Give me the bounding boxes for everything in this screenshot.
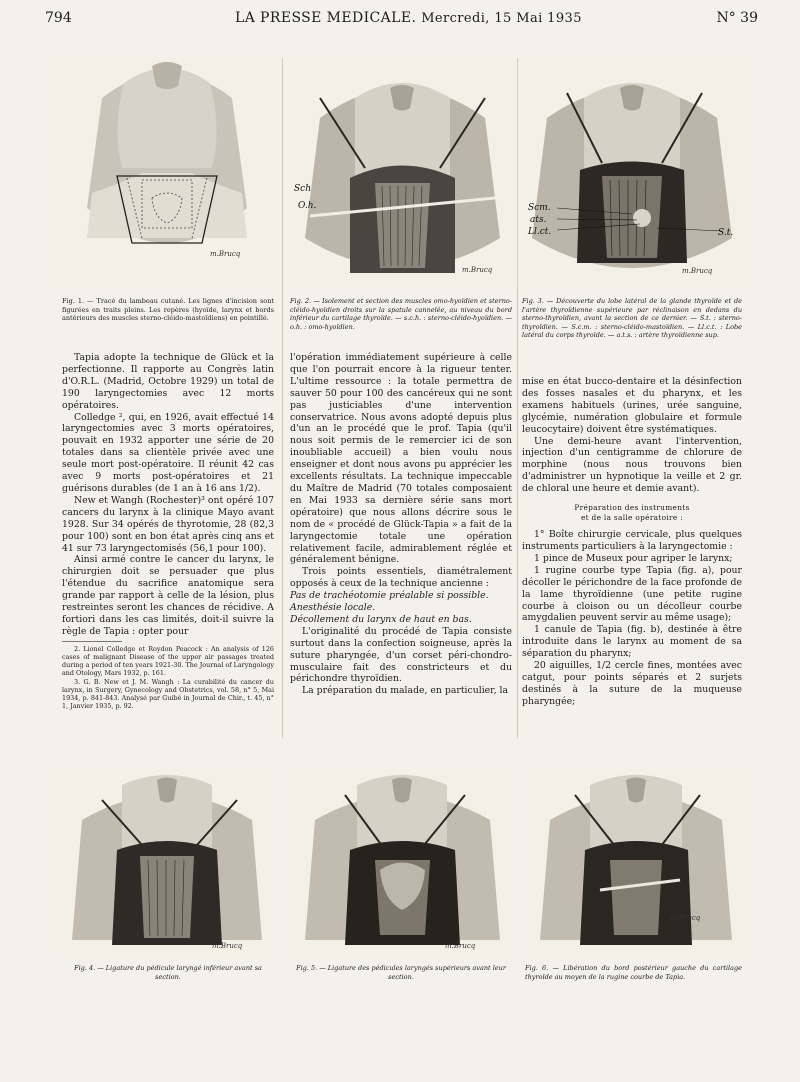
- journal-title: [235, 10, 582, 26]
- footnote-rule: [62, 641, 122, 642]
- instrument-item: 1 canule de Tapia (fig. b), destinée à être introduite dans le larynx au moment de sa séparation du pharynx;: [522, 624, 742, 660]
- column-1-paragraph: New et Wangh (Rochester)³ ont opéré 107 cancers du larynx à la clinique Mayo avant 1928. Sur 34 opérés de thyrotomie, 28 (82,3 pour 100) sont en bon état après cinq ans et 41 sur 73 laryngectomisés (56,1 pour 100).: [62, 494, 274, 554]
- figure-3-label-st: S.t.: [718, 228, 734, 238]
- page-number: 794: [45, 10, 72, 26]
- footnote: 2. Lionel Colledge et Roydon Peacock : An analysis of 126 cases of malignant Disease of the upper air passages treated during a period of ten years 1921-30. The Journal of Laryngology and Otology, Mars 1932, p. 161.: [62, 644, 274, 678]
- column-1-paragraph: Ainsi armé contre le cancer du larynx, le chirurgien doit se persuader que plus l'étendue du sacrifice anatomique sera grande par rapport à celle de la lésion, plus restreintes seront les chances de récidive. A fortiori dans les cas limités, doit-il suivre la règle de Tapia : opter pour: [62, 554, 274, 637]
- issue-number: N° 39: [716, 10, 758, 26]
- column-2-paragraph: L'originalité du procédé de Tapia consiste surtout dans la confection soigneuse, après la suture pharyngée, d'un corset péri-chondro-musculaire fait des constricteurs et du périchondre thyroïdien.: [290, 625, 512, 685]
- figure-1-illustration: [62, 58, 272, 288]
- column-2-paragraph: Trois points essentiels, diamétralement opposés à ceux de la technique ancienne :: [290, 566, 512, 590]
- caption-figure-6: Fig. 6. — Libération du bord postérieur gauche du cartilage thyroïde au moyen de la rugine courbe de Tapia.: [525, 964, 742, 981]
- figure-5: [295, 770, 510, 955]
- text-column-3: [522, 376, 742, 708]
- caption-figure-1: Fig. 1. — Tracé du lambeau cutané. Les lignes d'incision sont figurées en traits pleins. Les repères (hyoïde, larynx et bords antérieurs des muscles sterno-cléido-mastoïdiens) en pointillé.: [62, 297, 274, 323]
- column-3-paragraph: mise en état bucco-dentaire et la désinfection des fosses nasales et du pharynx, et les examens habituels (urines, urée sanguine, glycémie, numération globulaire et formule leucocytaire) doivent être systématiques.: [522, 376, 742, 435]
- figure-2: [290, 58, 515, 288]
- caption-figure-3: Fig. 3. — Découverte du lobe latéral de la glande thyroïde et de l'artère thyroïdienne supérieure par réclinaison en dedans du sterno-thyroïdien, avant la section de ce dernier. — S.t. : sterno-thyroïdien. — S.c.m. : sterno-cléido-mastoïdien. — Ll.c.t. : Lobe latéral du corps thyroïde. — a.t.s. : artère thyroïdienne sup.: [522, 297, 742, 340]
- column-2-paragraph: La préparation du malade, en particulier, la: [302, 685, 509, 697]
- figure-1-signature: m.Brucq: [210, 250, 241, 258]
- column-divider: [282, 58, 283, 738]
- column-3-paragraph: Une demi-heure avant l'intervention, injection d'un centigramme de chlorure de morphine (nous nous trouvons bien d'administrer un hypnotique la veille et 2 gr. de chloral une heure et demie avant).: [522, 435, 742, 495]
- figure-6-illustration: [530, 770, 742, 955]
- footnote: 3. G. B. New et J. M. Wangh : La curabilité du cancer du larynx, in Surgery, Gynecology and Obstetrics, vol. 58, n° 5, Mai 1934, p. 841-843. Analysé par Guibé in Journal de Chir., t. 45, n° 1, Janvier 1935, p. 92.: [62, 677, 274, 711]
- column-2-italic-line: Décollement du larynx de haut en bas.: [290, 613, 472, 625]
- section-title: [522, 503, 742, 523]
- figure-4-illustration: [62, 770, 272, 955]
- figure-6-signature: m.Brucq: [670, 914, 701, 922]
- column-2-italic-line: Pas de trachéotomie préalable si possible.: [290, 590, 489, 602]
- page-header: [45, 10, 758, 32]
- text-column-1: [62, 352, 274, 710]
- instrument-item: 1° Boîte chirurgie cervicale, plus quelques instruments particuliers à la laryngectomie :: [522, 529, 742, 552]
- figure-3: [522, 58, 742, 288]
- column-2-italic-line: Anesthésie locale.: [290, 602, 376, 614]
- instrument-item: 1 pince de Museux pour agriper le larynx;: [534, 552, 733, 564]
- figure-6: [530, 770, 742, 955]
- figure-2-signature: m.Brucq: [462, 266, 493, 274]
- column-divider: [517, 58, 518, 738]
- figure-5-illustration: [295, 770, 510, 955]
- text-column-2: [290, 352, 512, 697]
- figure-2-label-oh: O.h.: [298, 201, 317, 211]
- instrument-item: 1 rugine courbe type Tapia (fig. a), pour décoller le périchondre de la face profonde de la lame thyroïdienne (une petite rugine courbe à cloison ou un décolleur courbe amygdalien peuvent servir au même usage);: [522, 564, 742, 624]
- figure-2-label-sch: Sch: [294, 184, 312, 194]
- figure-5-signature: m.Brucq: [445, 942, 476, 950]
- section-title-line-1: Préparation des instruments: [574, 503, 690, 513]
- column-2-paragraph: l'opération immédiatement supérieure à celle que l'on pourrait encore à la rigueur tenter. L'ultime ressource : la totale permettra de sauver 50 pour 100 des cancéreux qui ne sont pas justiciables d'une intervention conservatrice. Nous avons adopté depuis plus d'un an le procédé que le prof. Tapia (qu'il nous soit permis de le remercier ici de son inoubliable accueil) a bien voulu nous enseigner et dont nous avons pu apprécier les excellents résultats. La technique impeccable du Maître de Madrid (70 totales composaient en Mai 1933 sa dernière série sans mort opératoire) que nous allons décrire sous le nom de « procédé de Glück-Tapia » a fait de la laryngectomie totale une opération relativement facile, admirablement réglée et généralement bénigne.: [290, 352, 512, 566]
- figure-3-signature: m.Brucq: [682, 267, 713, 275]
- caption-figure-2: Fig. 2. — Isolement et section des muscles omo-hyoïdien et sterno-cléido-hyoïdien droits sur la spatule cannelée, au niveau du bord inférieur du cartilage thyroïde. — s.c.h. : sterno-cléido-hyoïdien. — o.h. : omo-hyoïdien.: [290, 297, 512, 331]
- caption-figure-4: Fig. 4. — Ligature du pédicule laryngé inférieur avant sa section.: [74, 964, 262, 981]
- figure-3-label-ats: ats.: [530, 215, 547, 225]
- figure-4-signature: m.Brucq: [212, 942, 243, 950]
- issue-date: Mercredi, 15 Mai 1935: [421, 11, 582, 26]
- figure-2-illustration: [290, 58, 515, 288]
- journal-name: LA PRESSE MEDICALE.: [235, 10, 417, 26]
- figure-4: [62, 770, 272, 955]
- figure-3-label-scm: Scm.: [528, 203, 551, 213]
- figure-3-illustration: [522, 58, 742, 288]
- figure-3-label-llct: Ll.ct.: [528, 227, 552, 237]
- caption-figure-5: Fig. 5. — Ligature des pédicules laryngés supérieurs avant leur section.: [296, 964, 506, 981]
- column-1-paragraph: Tapia adopte la technique de Glück et la perfectionne. Il rapporte au Congrès latin d'O.R.L. (Madrid, Octobre 1929) un total de 190 laryngectomies avec 12 morts opératoires.: [62, 352, 274, 411]
- instrument-item: 20 aiguilles, 1/2 cercle fines, montées avec catgut, pour points séparés et 2 surjets destinés à la suture de la muqueuse pharyngée;: [522, 660, 742, 707]
- column-1-paragraph: Colledge ², qui, en 1926, avait effectué 14 laryngectomies avec 3 morts opératoires, pouvait en 1932 apporter une série de 20 totales dans sa clientèle privée avec une seule mort post-opératoire. Il réunit 42 cas avec 9 morts post-opératoires et 21 guérisons durables (de 1 an à 16 ans 1/2).: [62, 411, 274, 494]
- section-title-line-2: et de la salle opératoire :: [580, 513, 684, 523]
- figure-1: [62, 58, 272, 288]
